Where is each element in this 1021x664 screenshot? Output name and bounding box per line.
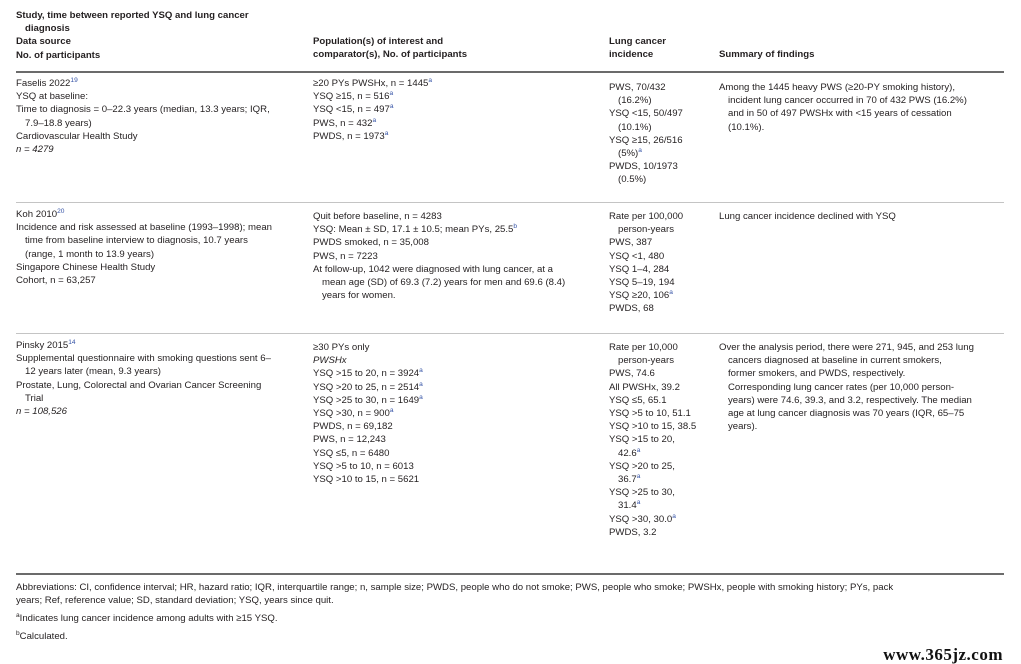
row-pinsky-incidence: Rate per 10,000 person-years PWS, 74.6 All PWSHx, 39.2 YSQ ≤5, 65.1 YSQ >5 to 10, 51.1 YSQ >10 to 15, 38.5 YSQ >15 to 20, 42.6$^a$ YSQ >20 to 25, 36.7$^a$ YSQ >25 to 30, 31.4$^a$ YSQ >30, 30.0$^a$ PWDS, 3.2 xyxy=(609,342,697,538)
header-col-summary: Summary of findings xyxy=(719,49,815,60)
header-col-incidence: Lung cancer incidence xyxy=(609,36,667,61)
table-bottom-rule xyxy=(16,573,1004,575)
row-koh-summary: Lung cancer incidence declined with YSQ xyxy=(719,211,896,222)
footnote-b: $^b$Calculated. xyxy=(16,630,68,642)
abbreviations-footnote: Abbreviations: CI, confidence interval; HR, hazard ratio; IQR, interquartile range; n, sample size; PWDS, people who do not smoke; PWS, people who smoke; PWSHx, people with smoking history; PYs, pack years; Ref, reference value; SD, standard deviation; YSQ, years since quit. xyxy=(16,582,894,607)
row-pinsky-population: ≥30 PYs only PWSHx YSQ >15 to 20, n = 3924$^a$ YSQ >20 to 25, n = 2514$^a$ YSQ >25 to 30, n = 1649$^a$ YSQ >30, n = 900$^a$ PWDS, n = 69,182 PWS, n = 12,243 YSQ ≤5, n = 6480 YSQ >5 to 10, n = 6013 YSQ >10 to 15, n = 5621 xyxy=(313,342,423,486)
row-faselis-incidence: PWS, 70/432 (16.2%) YSQ <15, 50/497 (10.1%) YSQ ≥15, 26/516 (5%)$^a$ PWDS, 10/1973 (0.5%) xyxy=(609,82,683,186)
header-rule xyxy=(16,71,1004,73)
row-koh-incidence: Rate per 100,000 person-years PWS, 387 YSQ <1, 480 YSQ 1–4, 284 YSQ 5–19, 194 YSQ ≥20, 106$^a$ PWDS, 68 xyxy=(609,211,684,315)
footnote-a: $^a$Indicates lung cancer incidence among adults with ≥15 YSQ. xyxy=(16,612,278,624)
row-faselis-summary: Among the 1445 heavy PWS (≥20-PY smoking history), incident lung cancer occurred in 70 of 432 PWS (16.2%) and in 50 of 497 PWSHx with <15 years of cessation (10.1%). xyxy=(719,82,967,133)
row-koh-study: Koh 2010$^{20}$ Incidence and risk assessed at baseline (1993–1998); mean time from baseline interview to diagnosis, 10.7 years (range, 1 month to 13.9 years) Singapore Chinese Health Study Cohort, n = 63,257 xyxy=(16,208,272,287)
row-divider-1 xyxy=(16,202,1004,203)
row-koh-population: Quit before baseline, n = 4283 YSQ: Mean ± SD, 17.1 ± 10.5; mean PYs, 25.5$^b$ PWDS smoked, n = 35,008 PWS, n = 7223 At follow-up, 1042 were diagnosed with lung cancer, at a mean age (SD) of 69.3 (7.2) years for men and 69.6 (8.4) years for women. xyxy=(313,211,566,302)
row-pinsky-summary: Over the analysis period, there were 271, 945, and 253 lung cancers diagnosed at baseline in current smokers, former smokers, and PWDS, respectively. Corresponding lung cancer rates (per 10,000 person- years) were 74.6, 39.3, and 3.2, respectively. The median age at lung cancer diagnosis was 70 years (IQR, 65–75 years). xyxy=(719,342,974,433)
row-pinsky-study: Pinsky 2015$^{14}$ Supplemental questionnaire with smoking questions sent 6– 12 years later (mean, 9.3 years) Prostate, Lung, Colorectal and Ovarian Cancer Screening Trial n = 108,526 xyxy=(16,339,271,418)
row-faselis-study: Faselis 2022$^{19}$ YSQ at baseline: Time to diagnosis = 0–22.3 years (median, 13.3 years; IQR, 7.9–18.8 years) Cardiovascular Health Study n = 4279 xyxy=(16,77,270,156)
header-col-study: Study, time between reported YSQ and lung cancer diagnosis Data source No. of participants xyxy=(16,10,249,61)
site-watermark: www.365jz.com xyxy=(883,644,1003,664)
row-faselis-population: ≥20 PYs PWSHx, n = 1445$^a$ YSQ ≥15, n = 516$^a$ YSQ <15, n = 497$^a$ PWS, n = 432$^a$ PWDS, n = 1973$^a$ xyxy=(313,77,433,142)
row-divider-2 xyxy=(16,333,1004,334)
header-col-population: Population(s) of interest and comparator(s), No. of participants xyxy=(313,36,468,61)
